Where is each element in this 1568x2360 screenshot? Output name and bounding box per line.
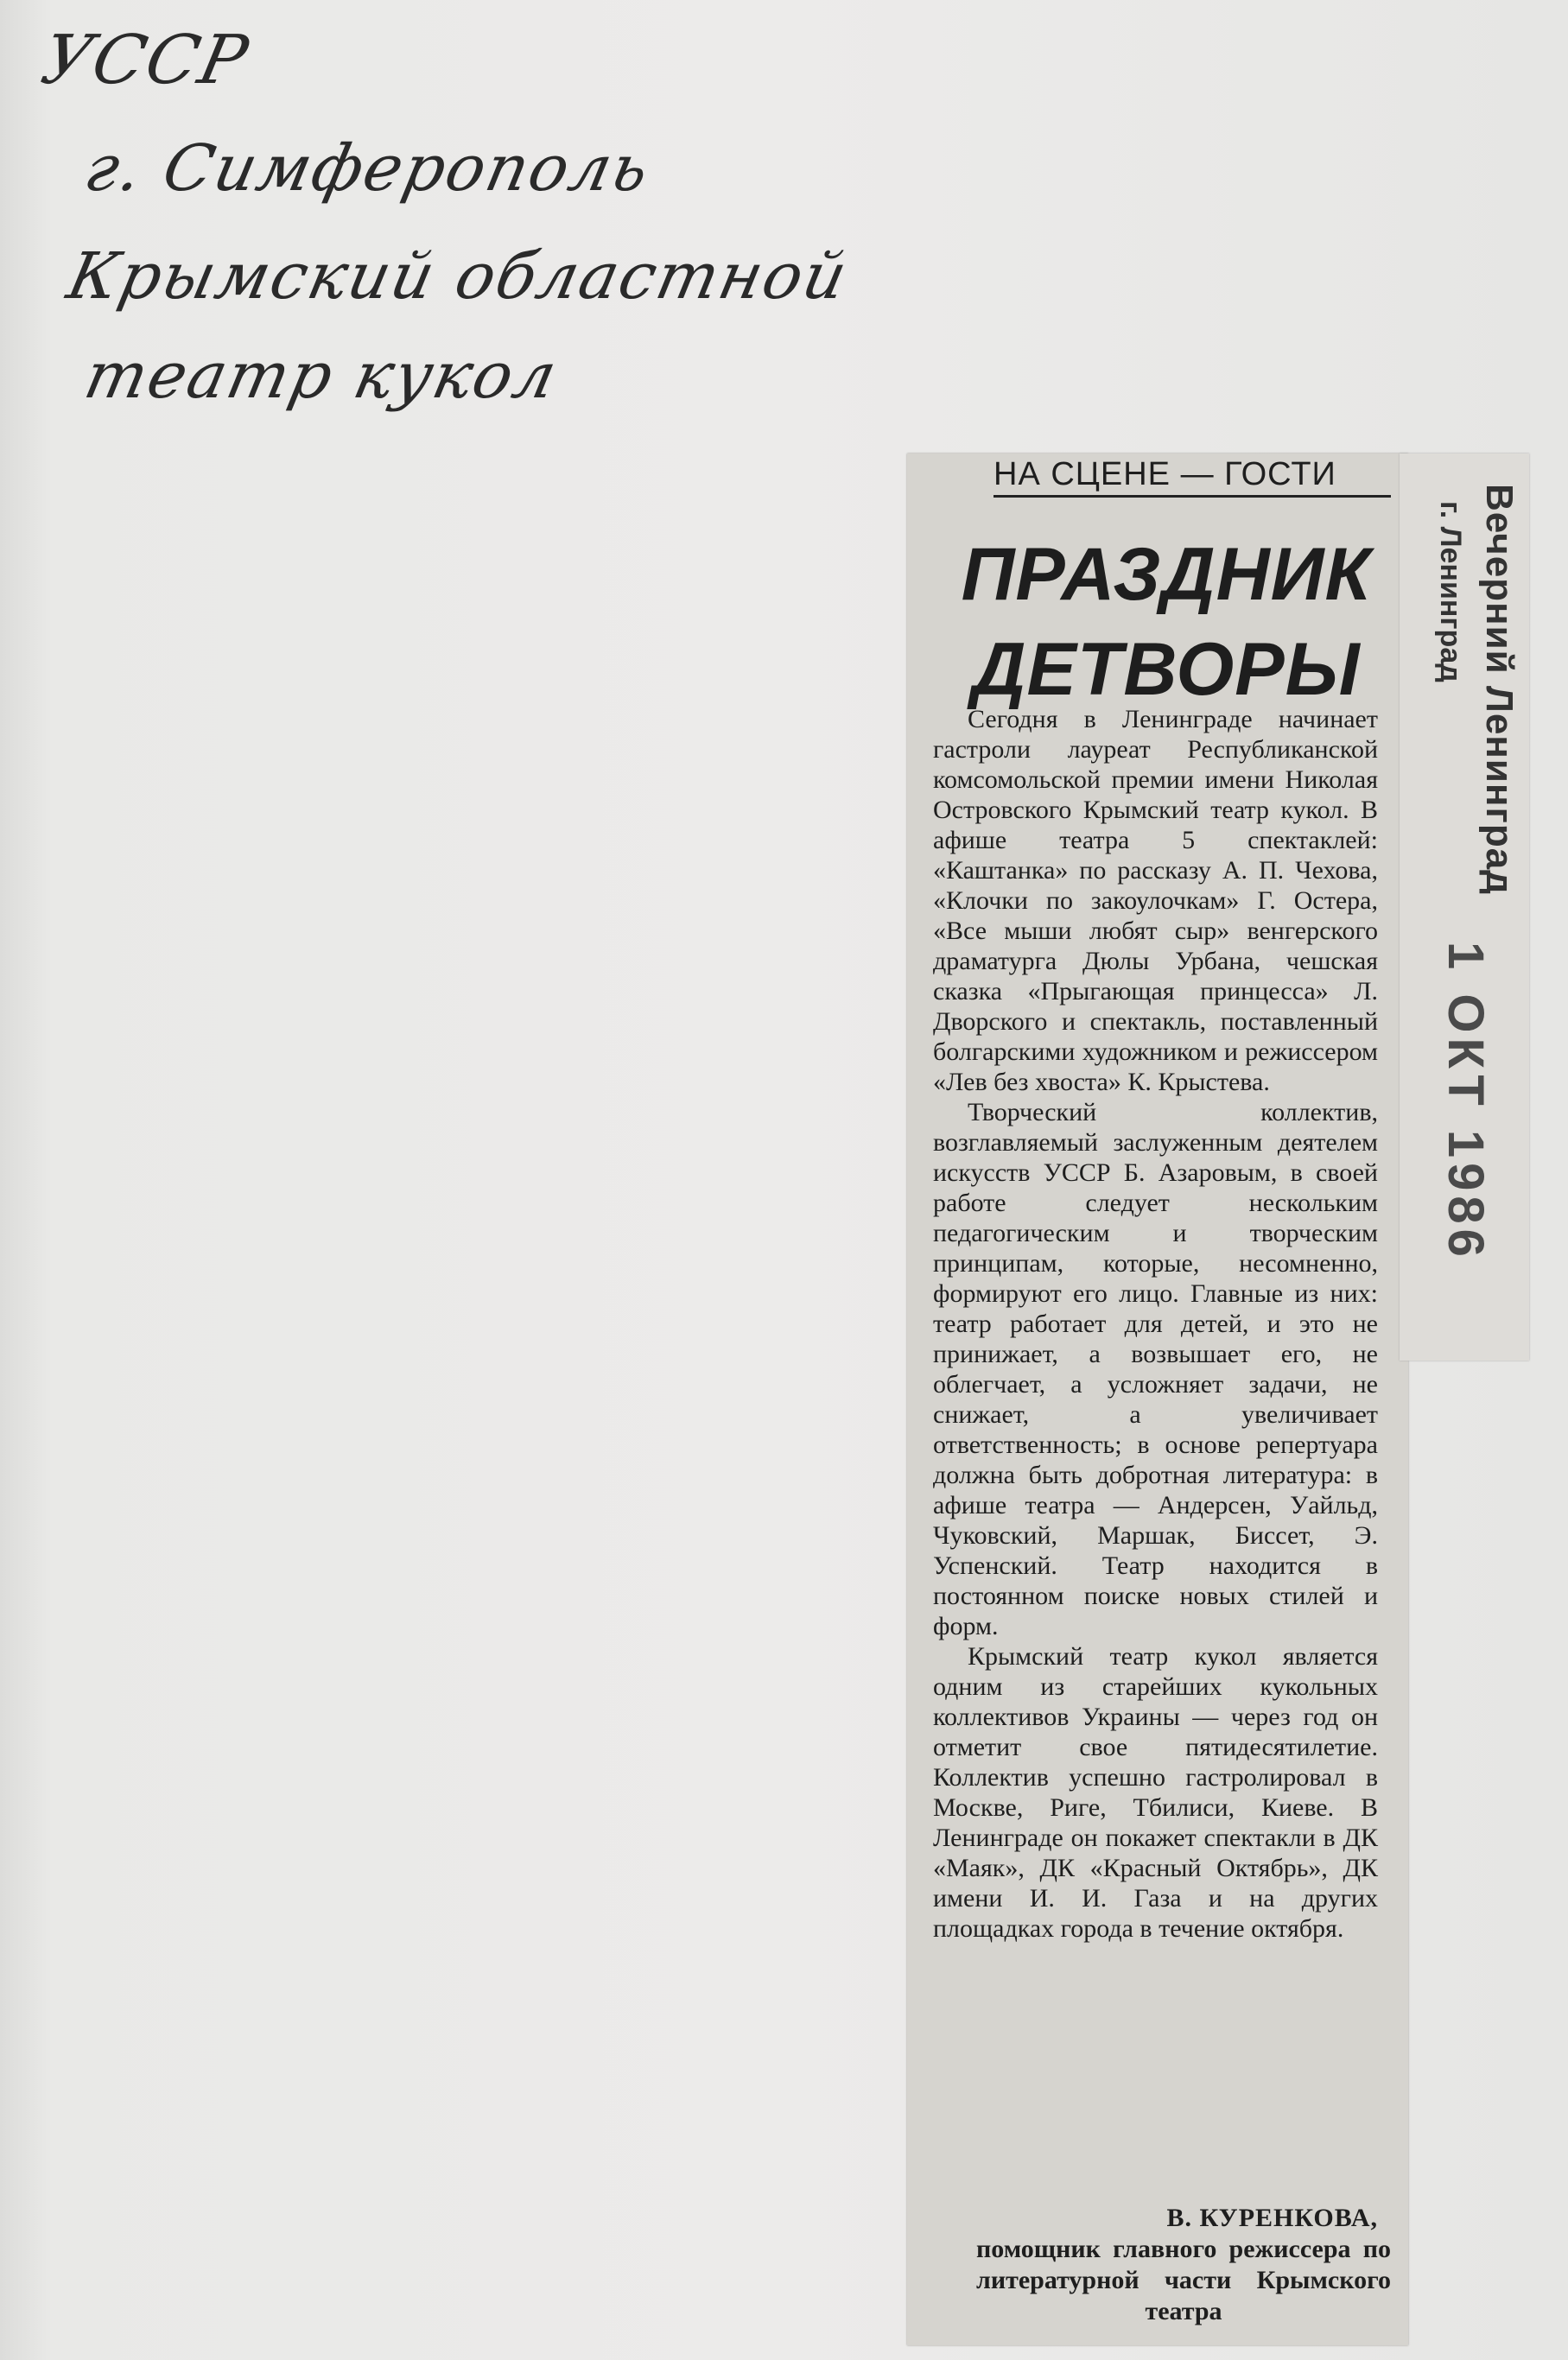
newspaper-date-stamp (1400, 454, 1529, 1361)
article-paragraph: Сегодня в Ленинграде начинает гастроли лауреат Республиканской комсомольской премии имени Николая Островского Крымский театр кукол. В афише театра 5 спектаклей: «Каштанка» по рассказу А. П. Чехова, «Клочки по закоулочкам» Г. Остера, «Все мыши любят сыр» венгерского драматурга Дюлы Урбана, чешская сказка «Прыгающая принцесса» Л. Дворского и спектакль, поставленный болгарскими художником и режиссером «Лев без хвоста» К. Крыстева. (933, 705, 1378, 1096)
handwritten-note (35, 17, 985, 423)
newspaper-clipping (907, 454, 1408, 2345)
handwritten-line-republic: УССР (35, 22, 256, 99)
article-signature (976, 2203, 1391, 2327)
stamp-rotated-content (1400, 475, 1529, 1339)
stamp-date: 1 ОКТ 1986 (1438, 942, 1494, 1262)
handwritten-line-theatre-type: театр кукол (78, 339, 565, 413)
handwritten-line-city: г. Симферополь (78, 131, 657, 206)
article-headline (959, 527, 1374, 717)
article-body (933, 704, 1378, 1944)
handwritten-line-theatre: Крымский областной (60, 239, 855, 314)
article-paragraph: Творческий коллектив, возглавляемый заслуженным деятелем искусств УССР Б. Азаровым, в своей работе следует нескольким педагогическим и творческим принципам, которые, несомненно, формируют его лицо. Главные из них: театр работает для детей, и это не принижает, а возвышает его, не облегчает, а усложняет задачи, не снижает, а увеличивает ответственность; в основе репертуара должна быть добротная литература: в афише театра — Андерсен, Уайльд, Чуковский, Маршак, Биссет, Э. Успенский. Театр находится в постоянном поиске новых стилей и форм. (933, 1098, 1378, 1640)
article-paragraph: Крымский театр кукол является одним из старейших кукольных коллективов Украины — через год он отметит свое пятидесятилетие. Коллектив успешно гастролировал в Москве, Риге, Тбилиси, Киеве. В Ленинграде он покажет спектакли в ДК «Маяк», ДК «Красный Октябрь», ДК имени И. И. Газа и на других площадках города в течение октября. (933, 1642, 1378, 1943)
article-rubric: НА СЦЕНЕ — ГОСТИ (993, 454, 1391, 498)
headline-line-1: ПРАЗДНИК (961, 533, 1372, 616)
stamp-paper-name: Вечерний Ленинград (1478, 484, 1520, 896)
author-role: помощник главного режиссера по литературной части Крымского театра (976, 2235, 1391, 2325)
author-name: В. КУРЕНКОВА, (1166, 2204, 1378, 2232)
headline-line-2: ДЕТВОРЫ (972, 628, 1361, 711)
stamp-city: г. Ленинград (1434, 501, 1467, 682)
